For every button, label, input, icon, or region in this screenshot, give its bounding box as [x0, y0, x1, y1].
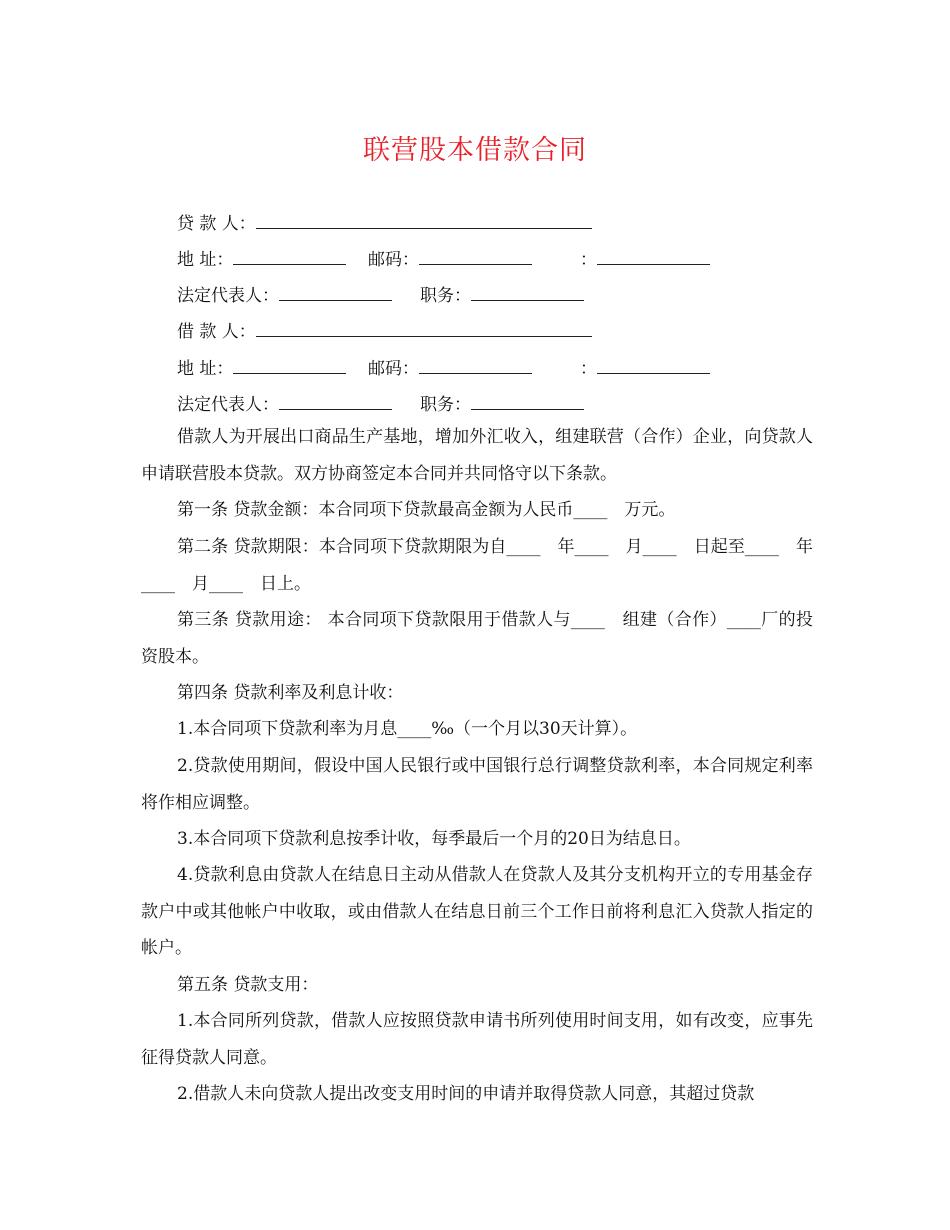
lender-position-label: 职务： — [420, 286, 471, 306]
lender-third-label: ： — [580, 250, 597, 270]
paragraph-article-2: 第二条 贷款期限：本合同项下贷款期限为自____ 年____ 月____ 日起至____ 年____ 月____ 日上。 — [141, 537, 813, 594]
paragraph-article-3: 第三条 贷款用途： 本合同项下贷款限用于借款人与____ 组建（合作）____厂的投资股本。 — [141, 610, 813, 667]
borrower-address-blank — [233, 357, 346, 374]
borrower-rep-label: 法定代表人： — [177, 395, 279, 415]
paragraph-article-4-item-2: 2.贷款使用期间，假设中国人民银行或中国银行总行调整贷款利率，本合同规定利率将作相应调整。 — [141, 756, 813, 813]
borrower-postcode-label: 邮码： — [368, 359, 419, 379]
document-title: 联营股本借款合同 — [363, 135, 587, 166]
borrower-rep-blank — [279, 393, 392, 410]
paragraph-article-4-item-4: 4.贷款利息由贷款人在结息日主动从借款人在贷款人及其分支机构开立的专用基金存款户中或其他帐户中收取，或由借款人在结息日前三个工作日前将利息汇入贷款人指定的帐户。 — [141, 865, 813, 958]
paragraph-article-5-item-1: 1.本合同所列贷款，借款人应按照贷款申请书所列使用时间支用，如有改变，应事先征得贷款人同意。 — [141, 1011, 813, 1068]
borrower-third-line — [580, 357, 710, 379]
paragraph-article-5: 第五条 贷款支用： — [177, 975, 319, 995]
borrower-rep-line — [177, 393, 392, 415]
paragraph-article-4-item-1: 1.本合同项下贷款利率为月息____‰（一个月以30天计算）。 — [177, 719, 638, 739]
lender-position-blank — [471, 284, 584, 301]
borrower-position-line — [420, 393, 584, 415]
borrower-line — [177, 320, 592, 342]
lender-postcode-label: 邮码： — [368, 250, 419, 270]
paragraph-intro: 借款人为开展出口商品生产基地，增加外汇收入，组建联营（合作）企业，向贷款人申请联营股本贷款。双方协商签定本合同并共同恪守以下条款。 — [141, 427, 813, 484]
lender-third-line — [580, 248, 710, 270]
lender-blank — [256, 212, 592, 229]
lender-rep-blank — [279, 284, 392, 301]
paragraph-article-5-item-2: 2.借款人未向贷款人提出改变支用时间的申请并取得贷款人同意，其超过贷款 — [177, 1084, 755, 1104]
lender-postcode-line — [368, 248, 532, 270]
paragraph-article-1: 第一条 贷款金额：本合同项下贷款最高金额为人民币____ 万元。 — [177, 500, 676, 520]
lender-address-label: 地 址： — [177, 250, 234, 270]
borrower-position-blank — [471, 393, 584, 410]
lender-address-blank — [233, 248, 346, 265]
lender-rep-label: 法定代表人： — [177, 286, 279, 306]
borrower-third-label: ： — [580, 359, 597, 379]
paragraph-article-4: 第四条 贷款利率及利息计收： — [177, 683, 404, 703]
lender-line — [177, 212, 592, 234]
borrower-address-line — [177, 357, 346, 379]
borrower-postcode-line — [368, 357, 532, 379]
lender-third-blank — [597, 248, 710, 265]
borrower-position-label: 职务： — [420, 395, 471, 415]
borrower-postcode-blank — [419, 357, 532, 374]
lender-rep-line — [177, 284, 392, 306]
lender-label: 贷 款 人： — [177, 214, 256, 234]
borrower-address-label: 地 址： — [177, 359, 234, 379]
borrower-label: 借 款 人： — [177, 322, 256, 342]
borrower-third-blank — [597, 357, 710, 374]
lender-address-line — [177, 248, 346, 270]
lender-postcode-blank — [419, 248, 532, 265]
lender-position-line — [420, 284, 584, 306]
borrower-blank — [256, 320, 592, 337]
paragraph-article-4-item-3: 3.本合同项下贷款利息按季计收，每季最后一个月的20日为结息日。 — [177, 829, 691, 849]
